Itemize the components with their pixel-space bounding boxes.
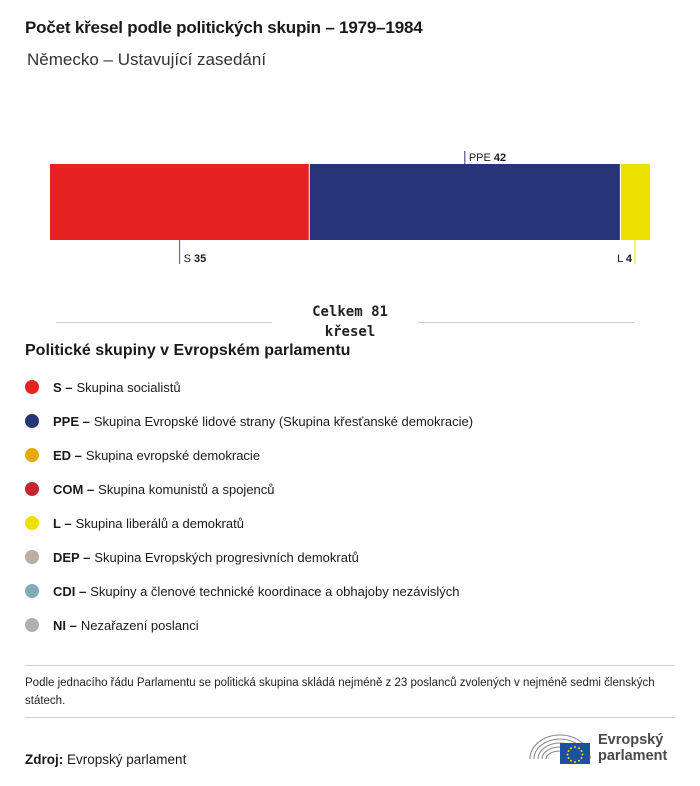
- legend-title: Politické skupiny v Evropském parlamentu: [25, 342, 351, 359]
- legend-abbr: S –: [53, 379, 73, 395]
- legend-item: [25, 472, 473, 506]
- total-seats-label: [290, 302, 410, 342]
- data-label-value: 42: [493, 152, 507, 164]
- source-label: Zdroj:: [25, 752, 64, 767]
- total-divider-left: [56, 322, 272, 323]
- legend-abbr: ED –: [53, 447, 82, 463]
- legend-abbr: PPE –: [53, 413, 90, 429]
- legend-label: Skupiny a členové technické koordinace a obhajoby nezávislých: [90, 583, 460, 599]
- legend-label: Skupina socialistů: [76, 379, 181, 395]
- parliament-hemicycle-icon: [528, 729, 592, 767]
- bar-segment-l: [620, 164, 650, 240]
- total-divider-right: [418, 322, 634, 323]
- data-label-value: 4: [625, 253, 632, 265]
- legend-item: [25, 506, 473, 540]
- note-divider-bottom: [25, 717, 675, 718]
- legend-abbr: COM –: [53, 481, 95, 497]
- data-label-ppe: [469, 152, 506, 164]
- legend-abbr: DEP –: [53, 549, 91, 565]
- legend-item: [25, 370, 473, 404]
- legend-swatch: [25, 380, 39, 394]
- legend-abbr: CDI –: [53, 583, 87, 599]
- data-label-l: [617, 253, 633, 265]
- legend-item: [25, 540, 473, 574]
- legend-item: [25, 438, 473, 472]
- legend-label: Skupina evropské demokracie: [85, 447, 261, 463]
- legend-item: [25, 404, 473, 438]
- logo-line-2: parlament: [598, 748, 668, 764]
- data-label-category: S: [183, 253, 195, 265]
- legend-swatch: [25, 482, 39, 496]
- logo-line-1: Evropský: [598, 732, 664, 748]
- chart-subtitle: Německo – Ustavující zasedání: [27, 50, 267, 69]
- legend-item: [25, 574, 473, 608]
- data-label-category: L: [617, 253, 626, 265]
- data-label-s: [184, 253, 207, 265]
- legend-item: [25, 608, 473, 642]
- total-seats-count: Celkem 81: [312, 304, 388, 320]
- legend-abbr: NI –: [53, 617, 77, 633]
- legend-swatch: [25, 550, 39, 564]
- chart-title: Počet křesel podle politických skupin – 1979–1984: [25, 18, 423, 37]
- bar-segment-ppe: [309, 164, 620, 240]
- legend-label: Nezařazení poslanci: [80, 617, 199, 633]
- seat-bar-chart: [0, 140, 700, 280]
- legend-swatch: [25, 584, 39, 598]
- legend: [25, 370, 473, 642]
- source: [25, 752, 186, 767]
- legend-label: Skupina liberálů a demokratů: [75, 515, 244, 531]
- legend-label: Skupina Evropských progresivních demokratů: [94, 549, 359, 565]
- source-value: Evropský parlament: [67, 752, 187, 767]
- data-label-category: PPE: [468, 152, 494, 164]
- legend-abbr: L –: [53, 515, 72, 531]
- legend-swatch: [25, 618, 39, 632]
- legend-swatch: [25, 448, 39, 462]
- legend-swatch: [25, 516, 39, 530]
- bar-segment-s: [50, 164, 309, 240]
- footnote: Podle jednacího řádu Parlamentu se politická skupina skládá nejméně z 23 poslanců zvolených v nejméně sedmi členských státech.: [25, 677, 655, 707]
- legend-swatch: [25, 414, 39, 428]
- total-seats-unit: křesel: [324, 324, 376, 340]
- data-label-value: 35: [194, 253, 207, 265]
- legend-label: Skupina Evropské lidové strany (Skupina křesťanské demokracie): [93, 413, 474, 429]
- european-parliament-logo: [528, 728, 678, 768]
- note-divider-top: [25, 665, 675, 666]
- legend-label: Skupina komunistů a spojenců: [98, 481, 275, 497]
- logo-wordmark: [598, 732, 667, 764]
